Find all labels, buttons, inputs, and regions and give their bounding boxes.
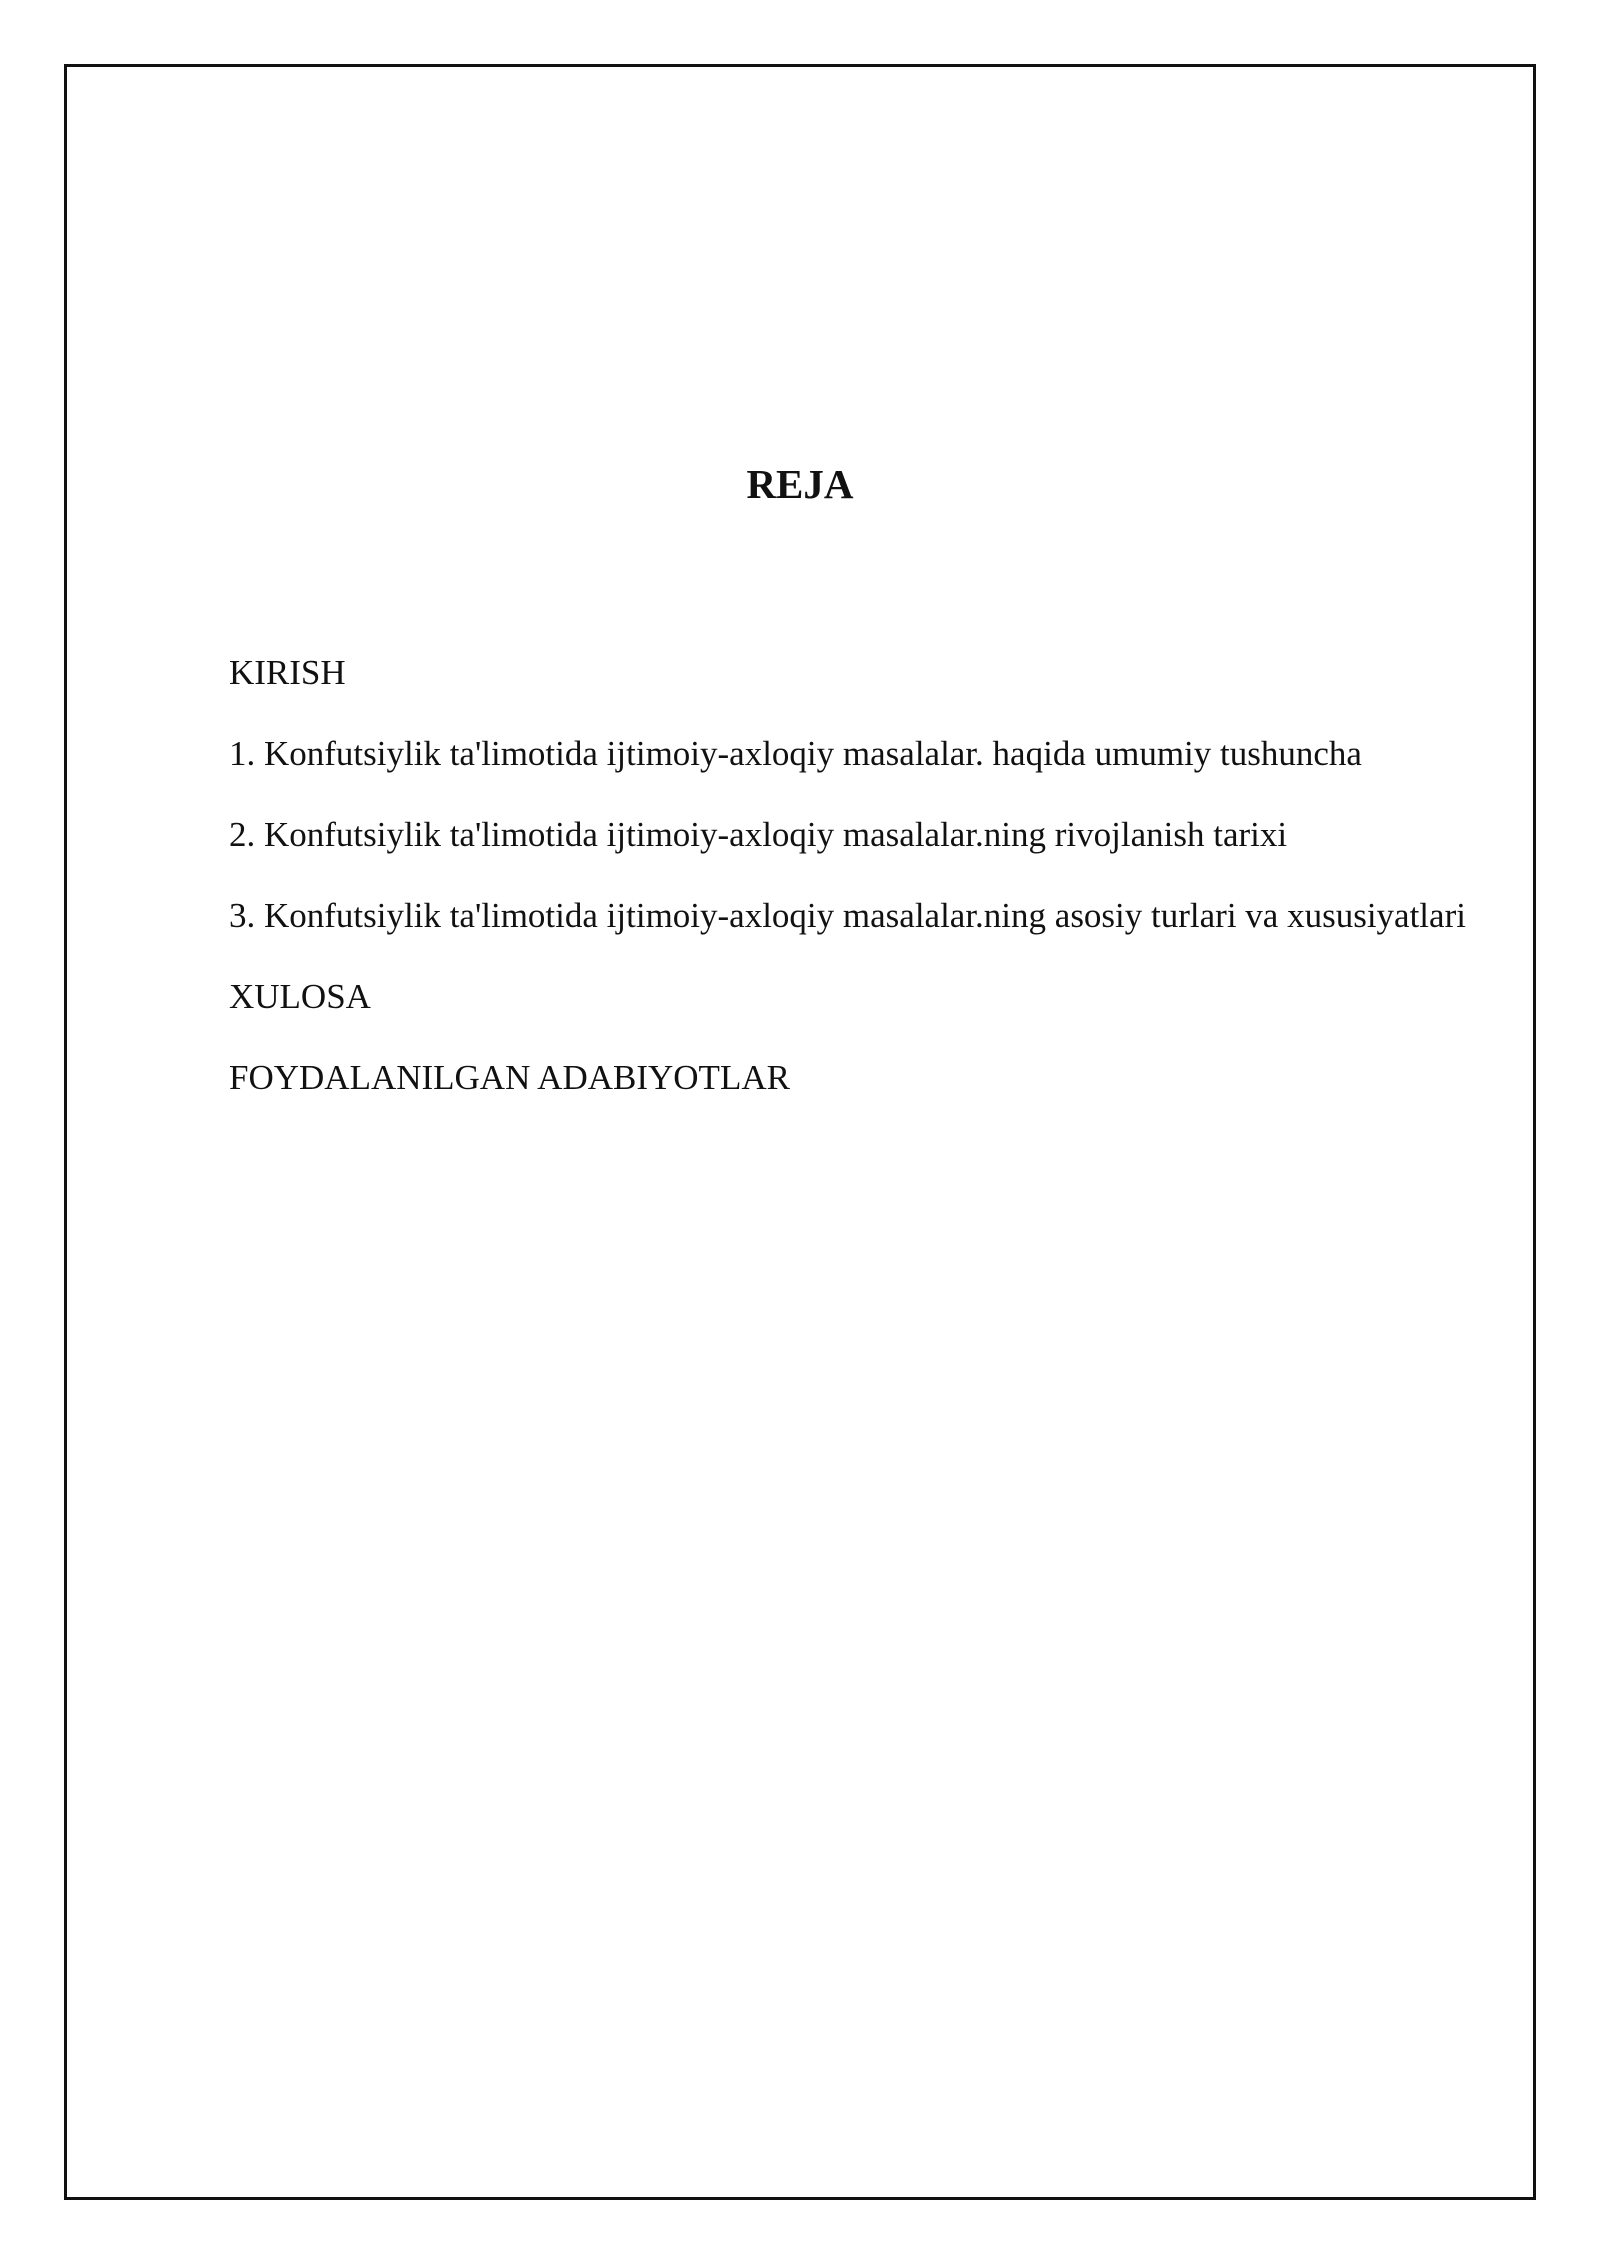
page-title: REJA — [746, 461, 854, 507]
toc-item-introduction: KIRISH — [229, 653, 346, 692]
toc-item-section-2: 2. Konfutsiylik ta'limotida ijtimoiy-axloqiy masalalar.ning rivojlanish tarixi — [229, 815, 1288, 854]
table-of-contents — [229, 640, 1479, 1126]
toc-item-references: FOYDALANILGAN ADABIYOTLAR — [229, 1058, 790, 1097]
page-border — [64, 64, 1536, 2200]
toc-item-section-3: 3. Konfutsiylik ta'limotida ijtimoiy-axloqiy masalalar.ning asosiy turlari va xususiyatlari — [229, 896, 1466, 935]
toc-item-section-1: 1. Konfutsiylik ta'limotida ijtimoiy-axloqiy masalalar. haqida umumiy tushuncha — [229, 734, 1362, 773]
toc-item-conclusion: XULOSA — [229, 977, 371, 1016]
